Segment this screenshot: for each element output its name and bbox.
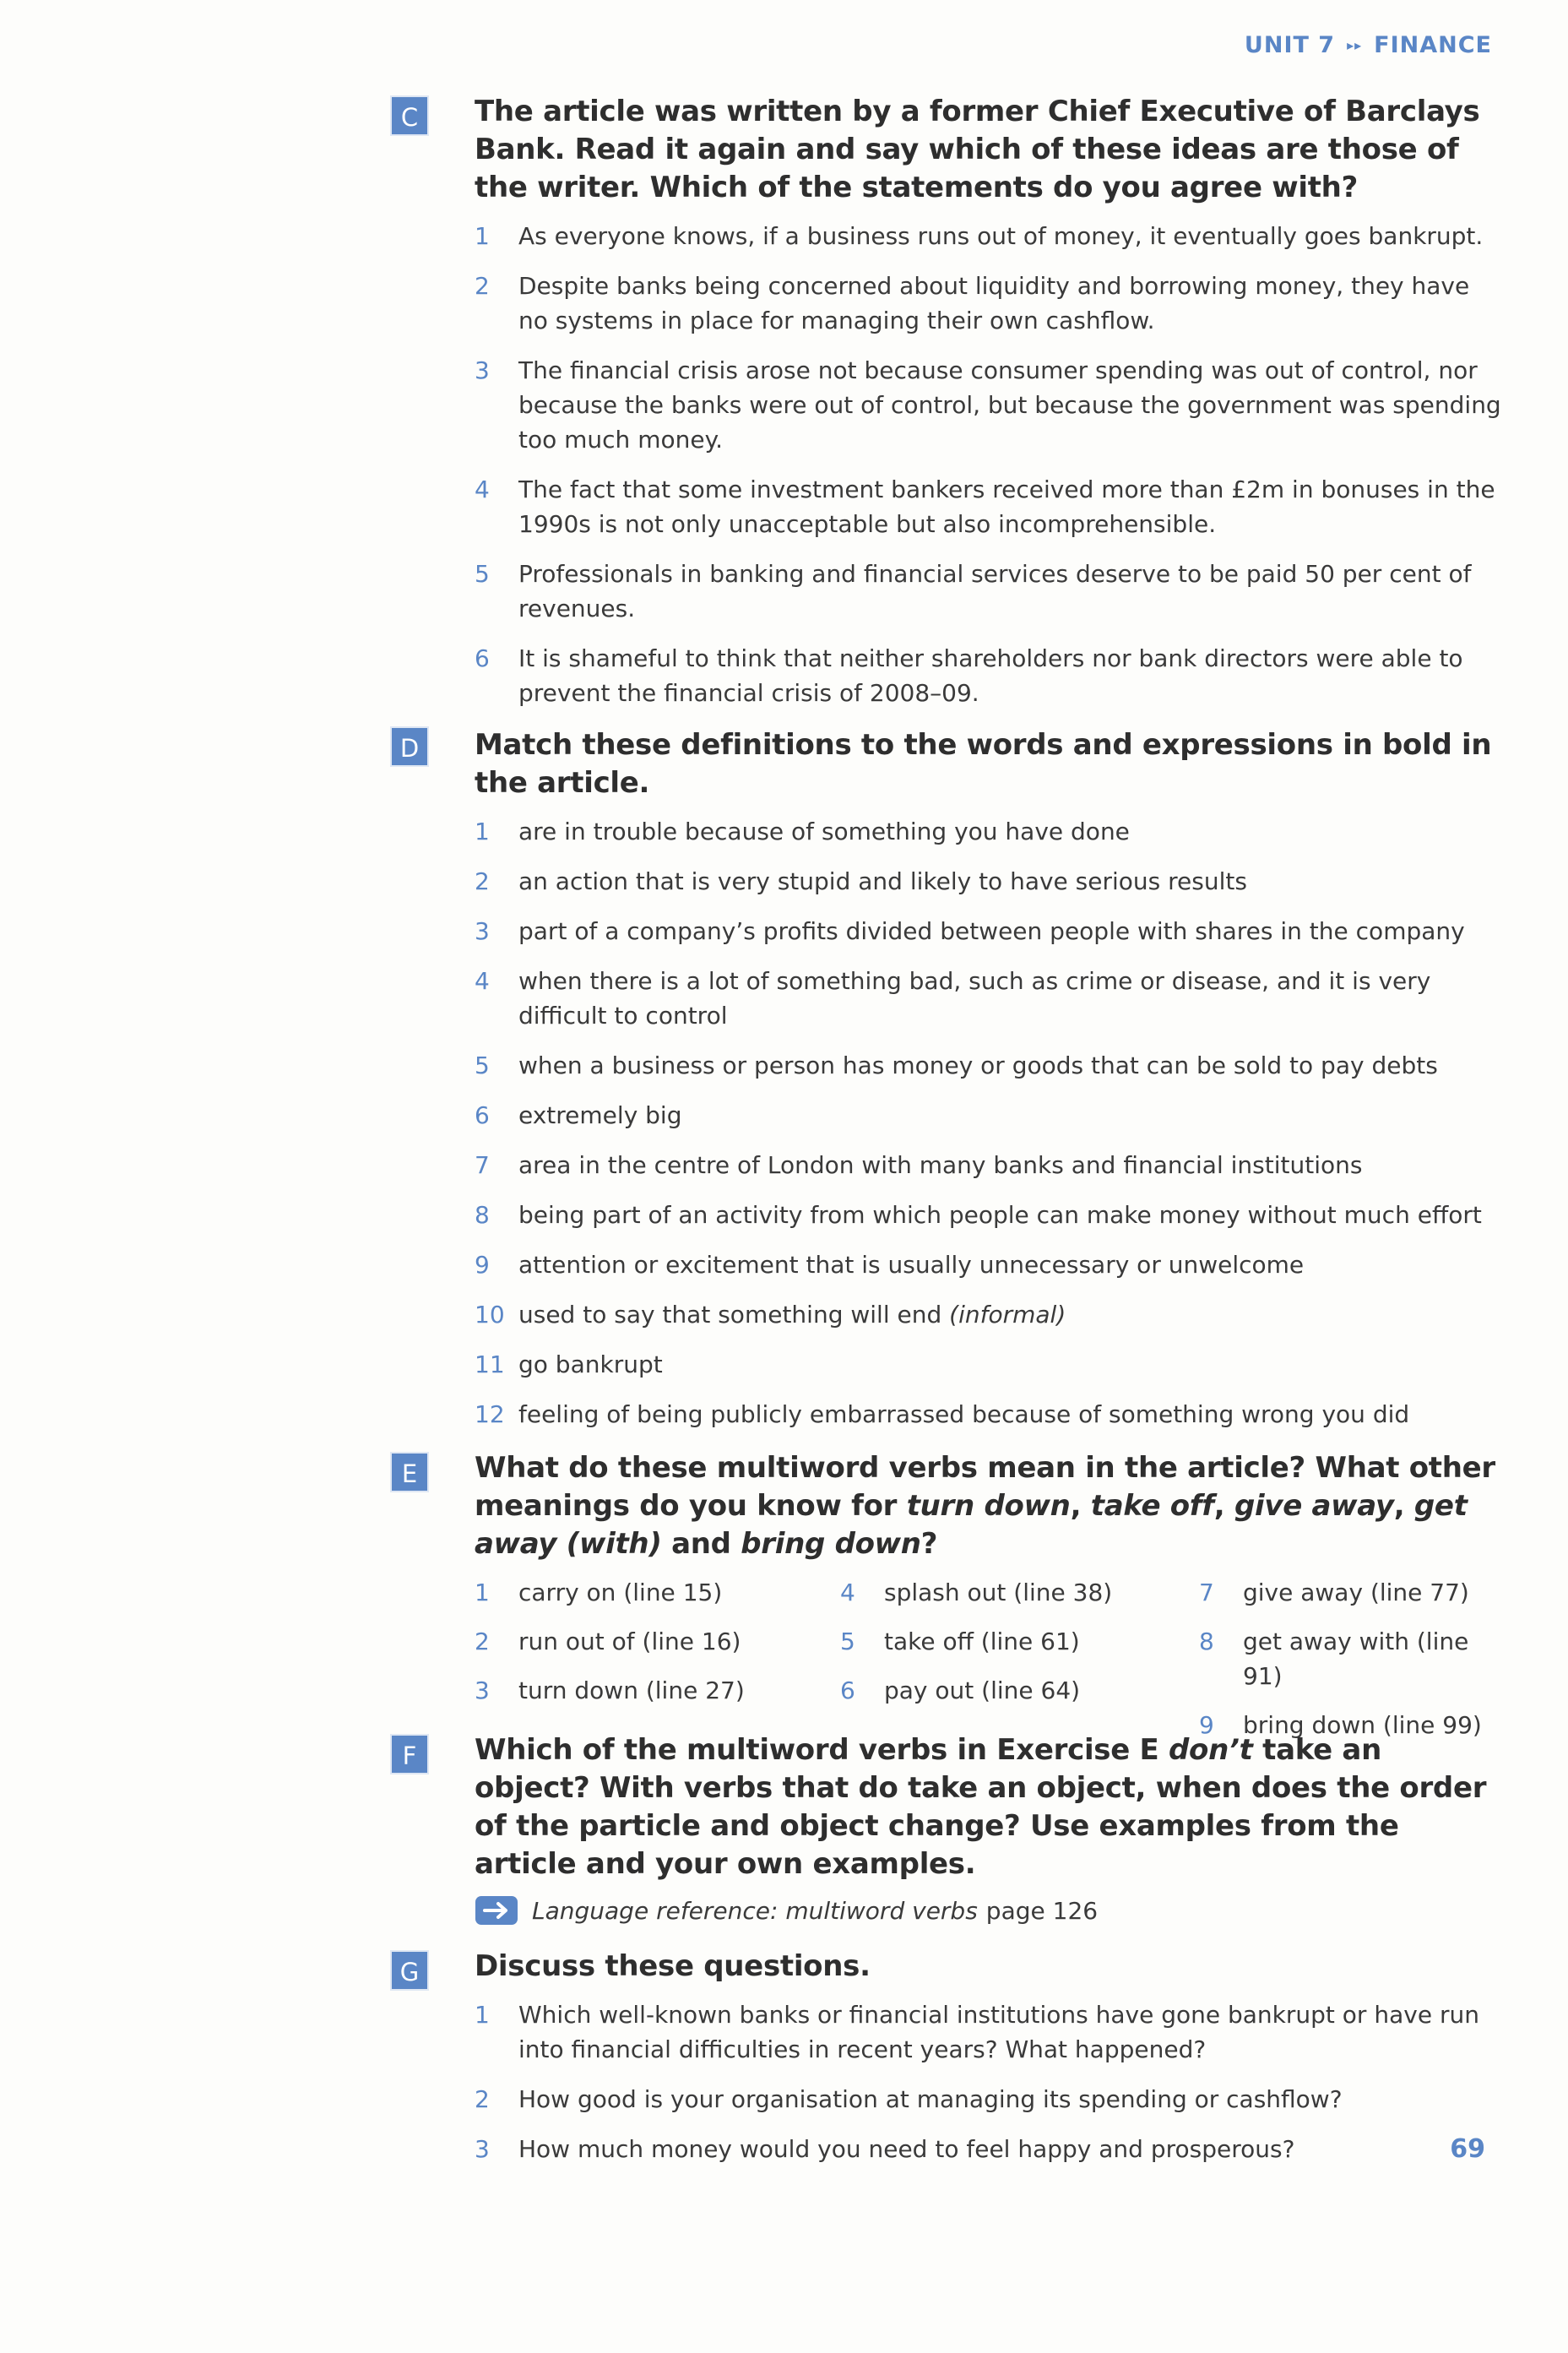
- item-text: used to say that something will end: [518, 1301, 942, 1329]
- item-number: 7: [475, 1151, 490, 1179]
- item-number: 9: [475, 1251, 490, 1279]
- item-number: 1: [475, 1579, 490, 1606]
- heading-term: get away (with): [475, 1489, 1468, 1561]
- reference-page: page 126: [985, 1896, 1099, 1925]
- item-text: an action that is very stupid and likely to have serious results: [518, 867, 1247, 895]
- heading-term: give away: [1234, 1489, 1394, 1523]
- item-number: 7: [1199, 1579, 1214, 1606]
- item-number: 12: [475, 1400, 505, 1428]
- exercise-badge-d: D: [390, 726, 429, 767]
- item-number: 4: [475, 475, 490, 503]
- exercise-c-heading: The article was written by a former Chief Executive of Barclays Bank. Read it again and say which of these ideas are those of the writer. Which of the statements do you agree with?: [475, 95, 1480, 204]
- list-item: [840, 1624, 1199, 1659]
- item-text: are in trouble because of something you have done: [518, 818, 1130, 845]
- item-text: take off (line 61): [884, 1628, 1080, 1655]
- language-reference-link[interactable]: [475, 1895, 1505, 1926]
- item-text: go bankrupt: [518, 1350, 663, 1378]
- item-text: The financial crisis arose not because consumer spending was out of control, nor because the banks were out of control, but because the government was spending too much money.: [518, 356, 1501, 454]
- list-item: [475, 1098, 1505, 1133]
- page-number: 69: [1450, 2134, 1485, 2164]
- item-text: when there is a lot of something bad, such as crime or disease, and it is very difficult to control: [518, 967, 1431, 1030]
- exercise-g-list: [475, 1997, 1505, 2166]
- exercise-d-heading: Match these definitions to the words and expressions in bold in the article.: [475, 728, 1492, 800]
- list-item: [475, 1347, 1505, 1382]
- item-text: extremely big: [518, 1101, 682, 1129]
- list-item: [475, 1247, 1505, 1282]
- item-number: 6: [840, 1676, 855, 1704]
- item-text: turn down (line 27): [518, 1676, 745, 1704]
- item-text: being part of an activity from which people can make money without much effort: [518, 1201, 1482, 1229]
- heading-term: bring down: [741, 1527, 921, 1561]
- list-item: [475, 353, 1505, 457]
- heading-text: and: [671, 1527, 731, 1561]
- exercise-g-heading: Discuss these questions.: [475, 1949, 871, 1983]
- list-item: [840, 1673, 1199, 1708]
- heading-term: turn down: [906, 1489, 1071, 1523]
- list-item: [475, 1624, 840, 1659]
- verb-column: [840, 1575, 1199, 1757]
- item-text: splash out (line 38): [884, 1579, 1113, 1606]
- item-text: The fact that some investment bankers received more than £2m in bonuses in the 1990s is not only unacceptable but also incomprehensible.: [518, 475, 1495, 538]
- exercise-c-list: [475, 219, 1505, 710]
- exercise-g: [390, 1948, 1505, 2182]
- item-text: when a business or person has money or goods that can be sold to pay debts: [518, 1052, 1438, 1079]
- item-text: part of a company’s profits divided between people with shares in the company: [518, 917, 1465, 945]
- heading-emphasis: don’t: [1169, 1733, 1253, 1767]
- item-text: run out of (line 16): [518, 1628, 741, 1655]
- list-item: [475, 1997, 1505, 2067]
- heading-term: take off: [1090, 1489, 1214, 1523]
- item-text: It is shameful to think that neither shareholders nor bank directors were able to prevent the financial crisis of 2008–09.: [518, 644, 1463, 707]
- heading-text: Which of the multiword verbs in Exercise E: [475, 1733, 1159, 1767]
- item-text: Despite banks being concerned about liquidity and borrowing money, they have no systems in place for managing their own cashflow.: [518, 272, 1470, 334]
- exercise-badge-e: E: [390, 1452, 429, 1492]
- item-number: 1: [475, 222, 490, 250]
- heading-text: ?: [920, 1527, 938, 1561]
- list-item: [475, 1048, 1505, 1083]
- item-text: attention or excitement that is usually unnecessary or unwelcome: [518, 1251, 1305, 1279]
- item-text: Professionals in banking and financial services deserve to be paid 50 per cent of revenues.: [518, 560, 1472, 622]
- item-number: 11: [475, 1350, 505, 1378]
- item-number: 3: [475, 917, 490, 945]
- item-register-note: (informal): [949, 1301, 1066, 1329]
- item-number: 2: [475, 1628, 490, 1655]
- list-item: [475, 2132, 1505, 2166]
- list-item: [475, 1198, 1505, 1232]
- heading-text: What do these multiword verbs mean in the article? What other meanings do you know for: [475, 1451, 1495, 1523]
- item-text: How good is your organisation at managing its spending or cashflow?: [518, 2085, 1343, 2113]
- item-number: 3: [475, 356, 490, 384]
- list-item: [475, 964, 1505, 1033]
- item-text: give away (line 77): [1243, 1579, 1469, 1606]
- item-number: 5: [840, 1628, 855, 1655]
- exercise-f-heading: [475, 1731, 1505, 1883]
- heading-text: take an object? With verbs that do take an object, when does the order of the particle and object change? Use examples from the article and your own examples.: [475, 1733, 1487, 1881]
- item-number: 1: [475, 2001, 490, 2029]
- list-item: [475, 1673, 840, 1708]
- item-number: 1: [475, 818, 490, 845]
- reference-label: Language reference: multiword verbs: [532, 1896, 978, 1925]
- list-item: [475, 1575, 840, 1610]
- list-item: [475, 641, 1505, 710]
- item-number: 5: [475, 560, 490, 588]
- exercise-e: [390, 1449, 1505, 1757]
- item-number: 6: [475, 644, 490, 672]
- exercise-d: [390, 726, 1505, 1447]
- item-number: 3: [475, 2135, 490, 2163]
- list-item: [475, 1397, 1505, 1432]
- double-arrow-icon: ▸▸: [1347, 37, 1363, 53]
- item-number: 4: [475, 967, 490, 995]
- item-number: 5: [475, 1052, 490, 1079]
- list-item: [475, 2082, 1505, 2117]
- item-number: 9: [1199, 1711, 1214, 1739]
- item-text: pay out (line 64): [884, 1676, 1081, 1704]
- exercise-f: [390, 1731, 1505, 1926]
- list-item: [475, 1148, 1505, 1182]
- list-item: [475, 557, 1505, 626]
- verb-column: [1199, 1575, 1503, 1757]
- topic-label: FINANCE: [1374, 32, 1492, 58]
- list-item: [840, 1575, 1199, 1610]
- item-text: As everyone knows, if a business runs out of money, it eventually goes bankrupt.: [518, 222, 1484, 250]
- list-item: [475, 864, 1505, 899]
- exercise-badge-g: G: [390, 1950, 429, 1991]
- item-number: 2: [475, 272, 490, 300]
- exercise-badge-c: C: [390, 95, 429, 136]
- item-number: 2: [475, 2085, 490, 2113]
- item-number: 6: [475, 1101, 490, 1129]
- list-item: [475, 1297, 1505, 1332]
- list-item: [475, 914, 1505, 948]
- item-number: 8: [1199, 1628, 1214, 1655]
- page-header: [1245, 32, 1492, 58]
- verb-column: [475, 1575, 840, 1757]
- exercise-e-heading: What do these multiword verbs mean in the article? What other meanings do you know for turn down, take off, give away, get away (with) and bring down?: [475, 1451, 1495, 1561]
- exercise-c: [390, 93, 1505, 725]
- item-text: area in the centre of London with many banks and financial institutions: [518, 1151, 1363, 1179]
- unit-label: UNIT 7: [1244, 32, 1336, 58]
- exercise-badge-f: F: [390, 1734, 429, 1774]
- item-text: get away with (line 91): [1243, 1628, 1469, 1690]
- exercise-d-list: [475, 814, 1505, 1432]
- list-item: [475, 269, 1505, 338]
- list-item: [475, 472, 1505, 541]
- item-text: Which well-known banks or financial institutions have gone bankrupt or have run into financial difficulties in recent years? What happened?: [518, 2001, 1479, 2063]
- list-item: [475, 219, 1505, 253]
- verb-list-grid: [475, 1575, 1505, 1757]
- list-item: [475, 814, 1505, 849]
- item-text: carry on (line 15): [518, 1579, 723, 1606]
- item-number: 10: [475, 1301, 505, 1329]
- item-number: 8: [475, 1201, 490, 1229]
- arrow-right-icon: [475, 1895, 518, 1926]
- item-number: 3: [475, 1676, 490, 1704]
- item-number: 2: [475, 867, 490, 895]
- item-text: How much money would you need to feel happy and prosperous?: [518, 2135, 1295, 2163]
- list-item: [1199, 1575, 1503, 1610]
- item-number: 4: [840, 1579, 855, 1606]
- item-text: bring down (line 99): [1243, 1711, 1482, 1739]
- list-item: [1199, 1624, 1503, 1693]
- item-text: feeling of being publicly embarrassed because of something wrong you did: [518, 1400, 1410, 1428]
